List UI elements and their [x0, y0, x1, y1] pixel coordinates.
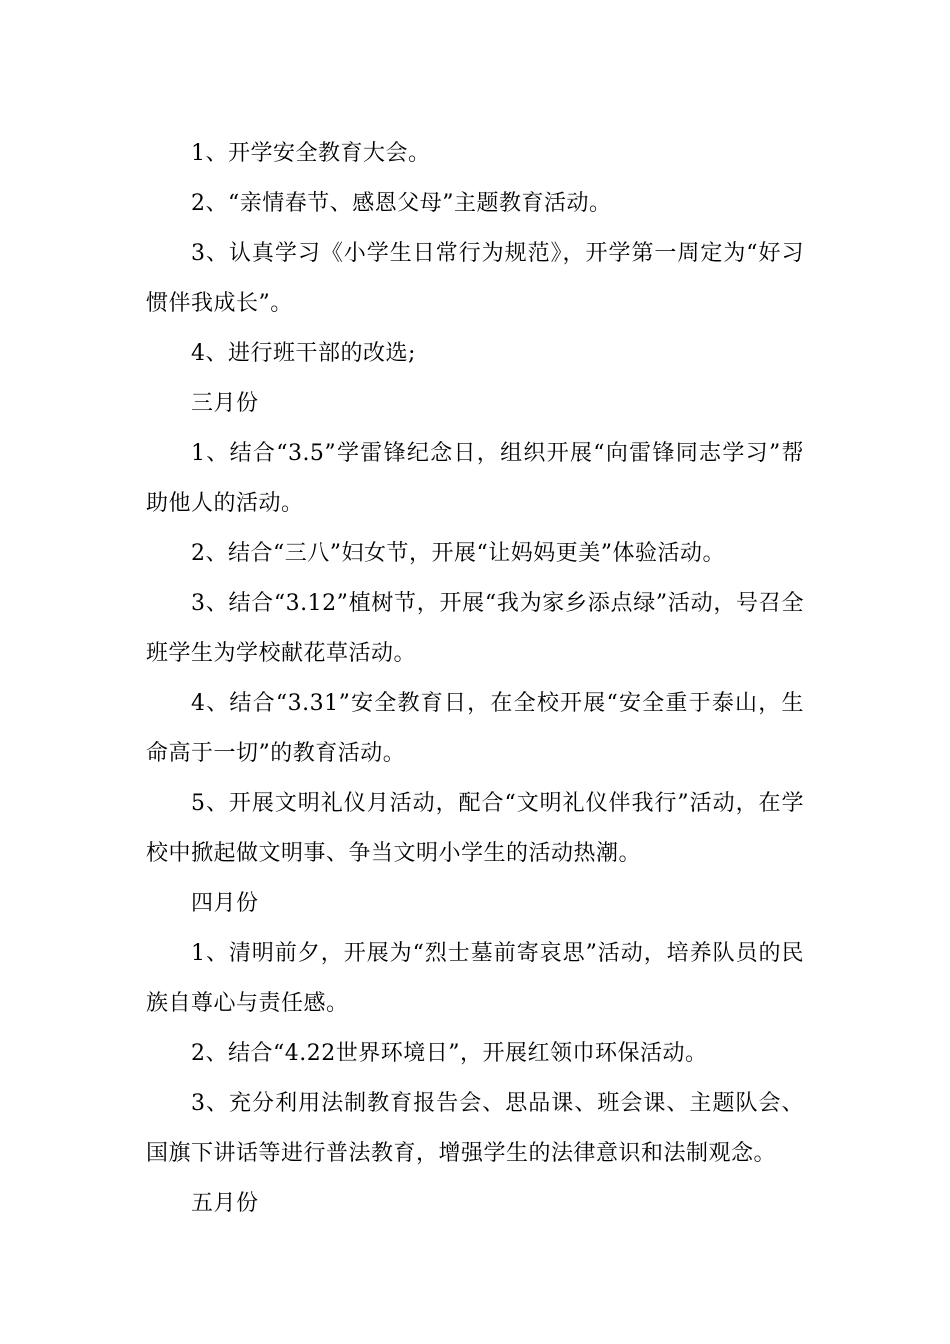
- paragraph: 3、充分利用法制教育报告会、思品课、班会课、主题队会、国旗下讲话等进行普法教育，增强学生的法律意识和法制观念。: [146, 1091, 804, 1166]
- section-heading-april: 四月份: [191, 891, 259, 916]
- paragraph: 1、结合“3.5”学雷锋纪念日，组织开展“向雷锋同志学习”帮助他人的活动。: [146, 441, 804, 516]
- paragraph: 5、开展文明礼仪月活动，配合“文明礼仪伴我行”活动，在学校中掀起做文明事、争当文明小学生的活动热潮。: [146, 791, 804, 866]
- section-heading-march: 三月份: [191, 391, 259, 416]
- paragraph: 4、结合“3.31”安全教育日，在全校开展“安全重于泰山，生命高于一切”的教育活动。: [146, 691, 804, 766]
- paragraph: 2、结合“4.22世界环境日”，开展红领巾环保活动。: [191, 1041, 708, 1066]
- paragraph: 4、进行班干部的改选;: [191, 341, 416, 366]
- paragraph: 3、认真学习《小学生日常行为规范》，开学第一周定为“好习惯伴我成长”。: [146, 241, 804, 316]
- paragraph: 3、结合“3.12”植树节，开展“我为家乡添点绿”活动，号召全班学生为学校献花草活动。: [146, 591, 804, 666]
- paragraph: 1、清明前夕，开展为“烈士墓前寄哀思”活动，培养队员的民族自尊心与责任感。: [146, 941, 804, 1016]
- paragraph: 2、结合“三八”妇女节，开展“让妈妈更美”体验活动。: [191, 541, 725, 566]
- paragraph: 2、“亲情春节、感恩父母”主题教育活动。: [191, 191, 612, 216]
- paragraph: 1、开学安全教育大会。: [191, 141, 431, 166]
- section-heading-may: 五月份: [191, 1191, 259, 1216]
